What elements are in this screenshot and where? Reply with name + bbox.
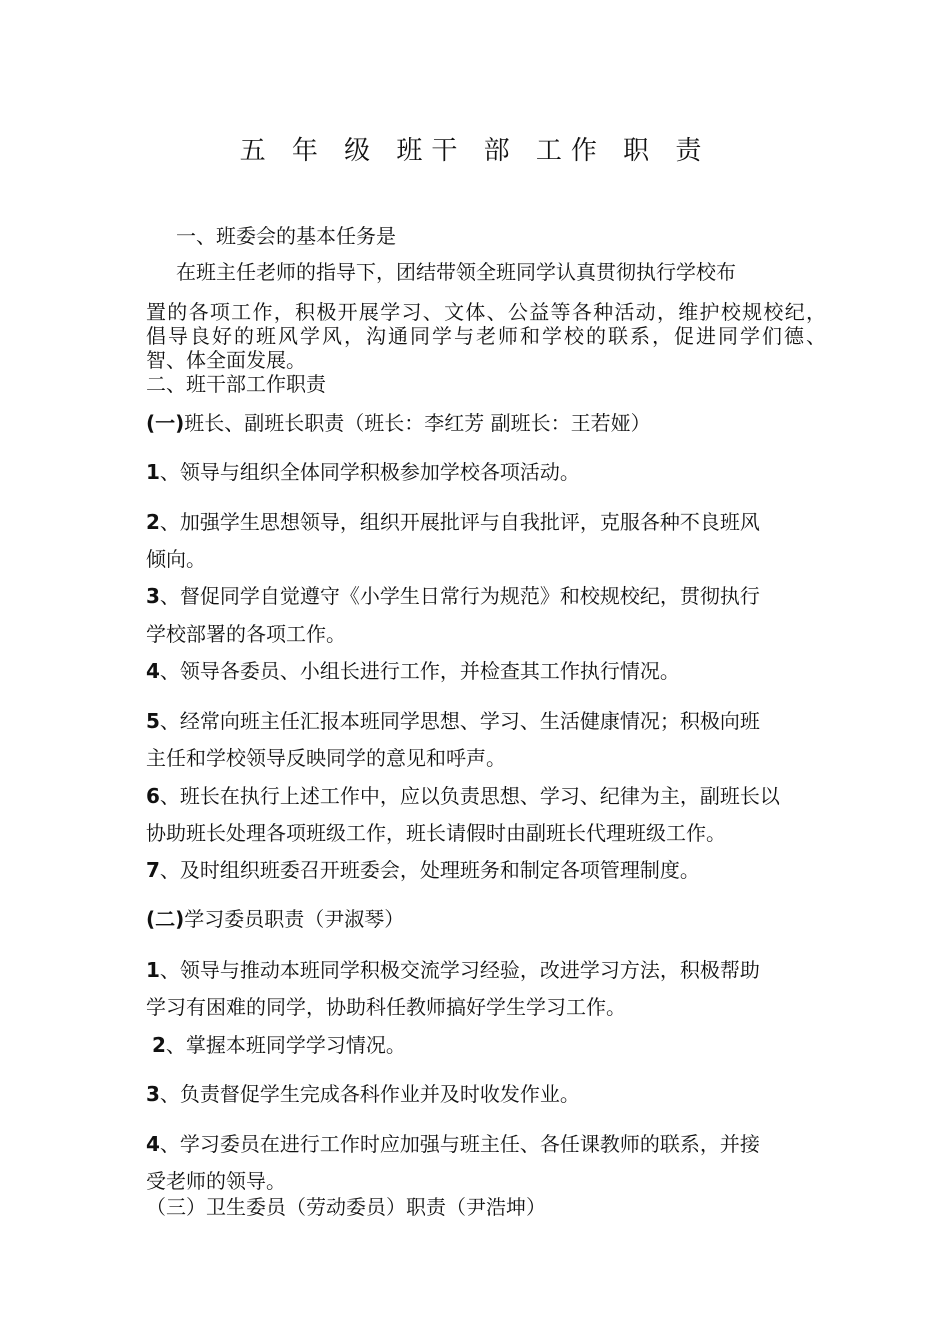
part3-heading: （三）卫生委员（劳动委员）职责（尹浩坤） xyxy=(146,1195,546,1219)
section1-heading: 一、班委会的基本任务是 xyxy=(176,224,396,248)
list-item xyxy=(146,1130,760,1158)
part2-heading xyxy=(146,905,404,933)
item-text: 、学习委员在进行工作时应加强与班主任、各任课教师的联系，并接 xyxy=(159,1132,760,1156)
section1-paragraph-line: 置的各项工作，积极开展学习、文体、公益等各种活动，维护校规校纪， xyxy=(146,300,826,324)
item-text: 、经常向班主任汇报本班同学思想、学习、生活健康情况；积极向班 xyxy=(159,709,760,733)
item-number: 7 xyxy=(146,858,160,882)
item-text-continued: 倾向。 xyxy=(146,547,206,571)
item-text-continued: 受老师的领导。 xyxy=(146,1169,286,1193)
list-item xyxy=(146,782,780,810)
item-text: 、掌握本班同学学习情况。 xyxy=(165,1033,406,1057)
part2-heading-text: 学习委员职责（尹淑琴） xyxy=(184,907,405,931)
item-text: 、领导与组织全体同学积极参加学校各项活动。 xyxy=(159,460,580,484)
part1-heading-text: 班长、副班长职责（班长：李红芳 副班长：王若娅） xyxy=(184,411,651,435)
item-text: 、加强学生思想领导，组织开展批评与自我批评，克服各种不良班风 xyxy=(159,510,760,534)
item-text-continued: 主任和学校领导反映同学的意见和呼声。 xyxy=(146,746,506,770)
list-item xyxy=(146,956,760,984)
item-text: 、及时组织班委召开班委会，处理班务和制定各项管理制度。 xyxy=(159,858,700,882)
section1-paragraph-line: 倡导良好的班风学风，沟通同学与老师和学校的联系，促进同学们德、 xyxy=(146,324,826,348)
item-text-continued: 学校部署的各项工作。 xyxy=(146,622,346,646)
item-number: 3 xyxy=(146,584,160,608)
item-number: 1 xyxy=(146,460,160,484)
list-item xyxy=(146,707,760,735)
section1-paragraph-line: 智、体全面发展。 xyxy=(146,348,306,372)
item-text: 、领导各委员、小组长进行工作，并检查其工作执行情况。 xyxy=(159,659,680,683)
part1-heading xyxy=(146,409,651,437)
item-text: 、班长在执行上述工作中，应以负责思想、学习、纪律为主，副班长以 xyxy=(159,784,780,808)
item-number: 5 xyxy=(146,709,160,733)
part1-number: (一) xyxy=(146,411,185,435)
part2-number: (二) xyxy=(146,907,185,931)
item-text-continued: 学习有困难的同学，协助科任教师搞好学生学习工作。 xyxy=(146,995,626,1019)
section2-heading: 二、班干部工作职责 xyxy=(146,372,326,396)
item-number: 6 xyxy=(146,784,160,808)
list-item xyxy=(146,657,680,685)
item-number: 3 xyxy=(146,1082,160,1106)
section1-paragraph-line: 在班主任老师的指导下，团结带领全班同学认真贯彻执行学校布 xyxy=(176,260,736,284)
list-item xyxy=(146,458,580,486)
item-number: 2 xyxy=(146,510,160,534)
item-text: 、领导与推动本班同学积极交流学习经验，改进学习方法，积极帮助 xyxy=(159,958,760,982)
list-item xyxy=(146,1080,580,1108)
document-title: 五 年 级 班干 部 工作 职 责 xyxy=(239,136,711,166)
item-text-continued: 协助班长处理各项班级工作，班长请假时由副班长代理班级工作。 xyxy=(146,821,726,845)
list-item xyxy=(146,508,760,536)
item-number: 2 xyxy=(152,1033,166,1057)
item-number: 4 xyxy=(146,1132,160,1156)
list-item xyxy=(152,1031,406,1059)
list-item xyxy=(146,856,700,884)
item-text: 、负责督促学生完成各科作业并及时收发作业。 xyxy=(159,1082,580,1106)
item-number: 4 xyxy=(146,659,160,683)
list-item xyxy=(146,582,760,610)
item-number: 1 xyxy=(146,958,160,982)
item-text: 、督促同学自觉遵守《小学生日常行为规范》和校规校纪，贯彻执行 xyxy=(159,584,760,608)
